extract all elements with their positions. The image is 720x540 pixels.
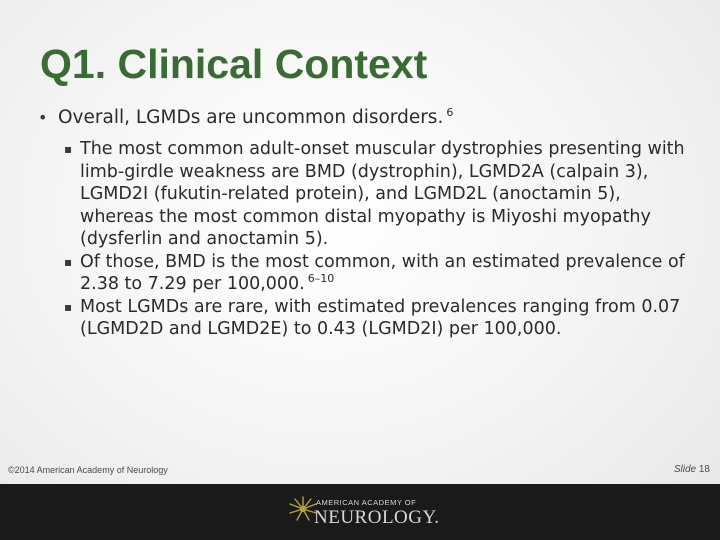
slide-content xyxy=(38,106,688,341)
sub-bullet-list xyxy=(38,138,688,341)
slide-number-label xyxy=(674,464,710,475)
citation-superscript: 6 xyxy=(446,105,454,119)
sub-bullet-item xyxy=(38,251,688,296)
slide-number: 18 xyxy=(698,464,710,475)
square-bullet-icon: ▪ xyxy=(64,299,73,314)
logo-text-top: AMERICAN ACADEMY OF xyxy=(316,498,417,507)
sub-bullet-item xyxy=(38,138,688,251)
sub-bullet-text: The most common adult-onset muscular dystrophies presenting with limb-girdle weakness are BMD (dystrophin), LGMD2A (calpain 3), LGMD2I (fukutin-related protein), and LGMD2L (anoctamin 5), whereas the most common distal myopathy is Miyoshi myopathy (dysferlin and anoctamin 5). xyxy=(80,139,685,249)
copyright-notice: ©2014 American Academy of Neurology xyxy=(8,465,168,475)
slide-title: Q1. Clinical Context xyxy=(40,41,428,87)
square-bullet-icon: ▪ xyxy=(64,142,73,156)
square-bullet-icon: ▪ xyxy=(64,254,73,269)
bullet-level1 xyxy=(38,106,688,130)
sub-bullet-item xyxy=(38,296,688,341)
bullet-level1-text xyxy=(58,106,453,130)
logo-text-main: NEUROLOGY. xyxy=(314,507,440,528)
bullet-dot-icon: • xyxy=(38,108,48,127)
sub-bullet-text: Of those, BMD is the most common, with an estimated prevalence of 2.38 to 7.29 per 100,000. xyxy=(80,251,685,294)
bullet-level1-label: Overall, LGMDs are uncommon disorders. xyxy=(58,107,444,128)
aan-logo xyxy=(286,492,446,532)
citation-superscript: 6–10 xyxy=(307,272,335,286)
slide-word: Slide xyxy=(673,464,697,475)
sub-bullet-text: Most LGMDs are rare, with estimated prevalences ranging from 0.07 (LGMD2D and LGMD2E) to 0.43 (LGMD2I) per 100,000. xyxy=(80,296,681,339)
